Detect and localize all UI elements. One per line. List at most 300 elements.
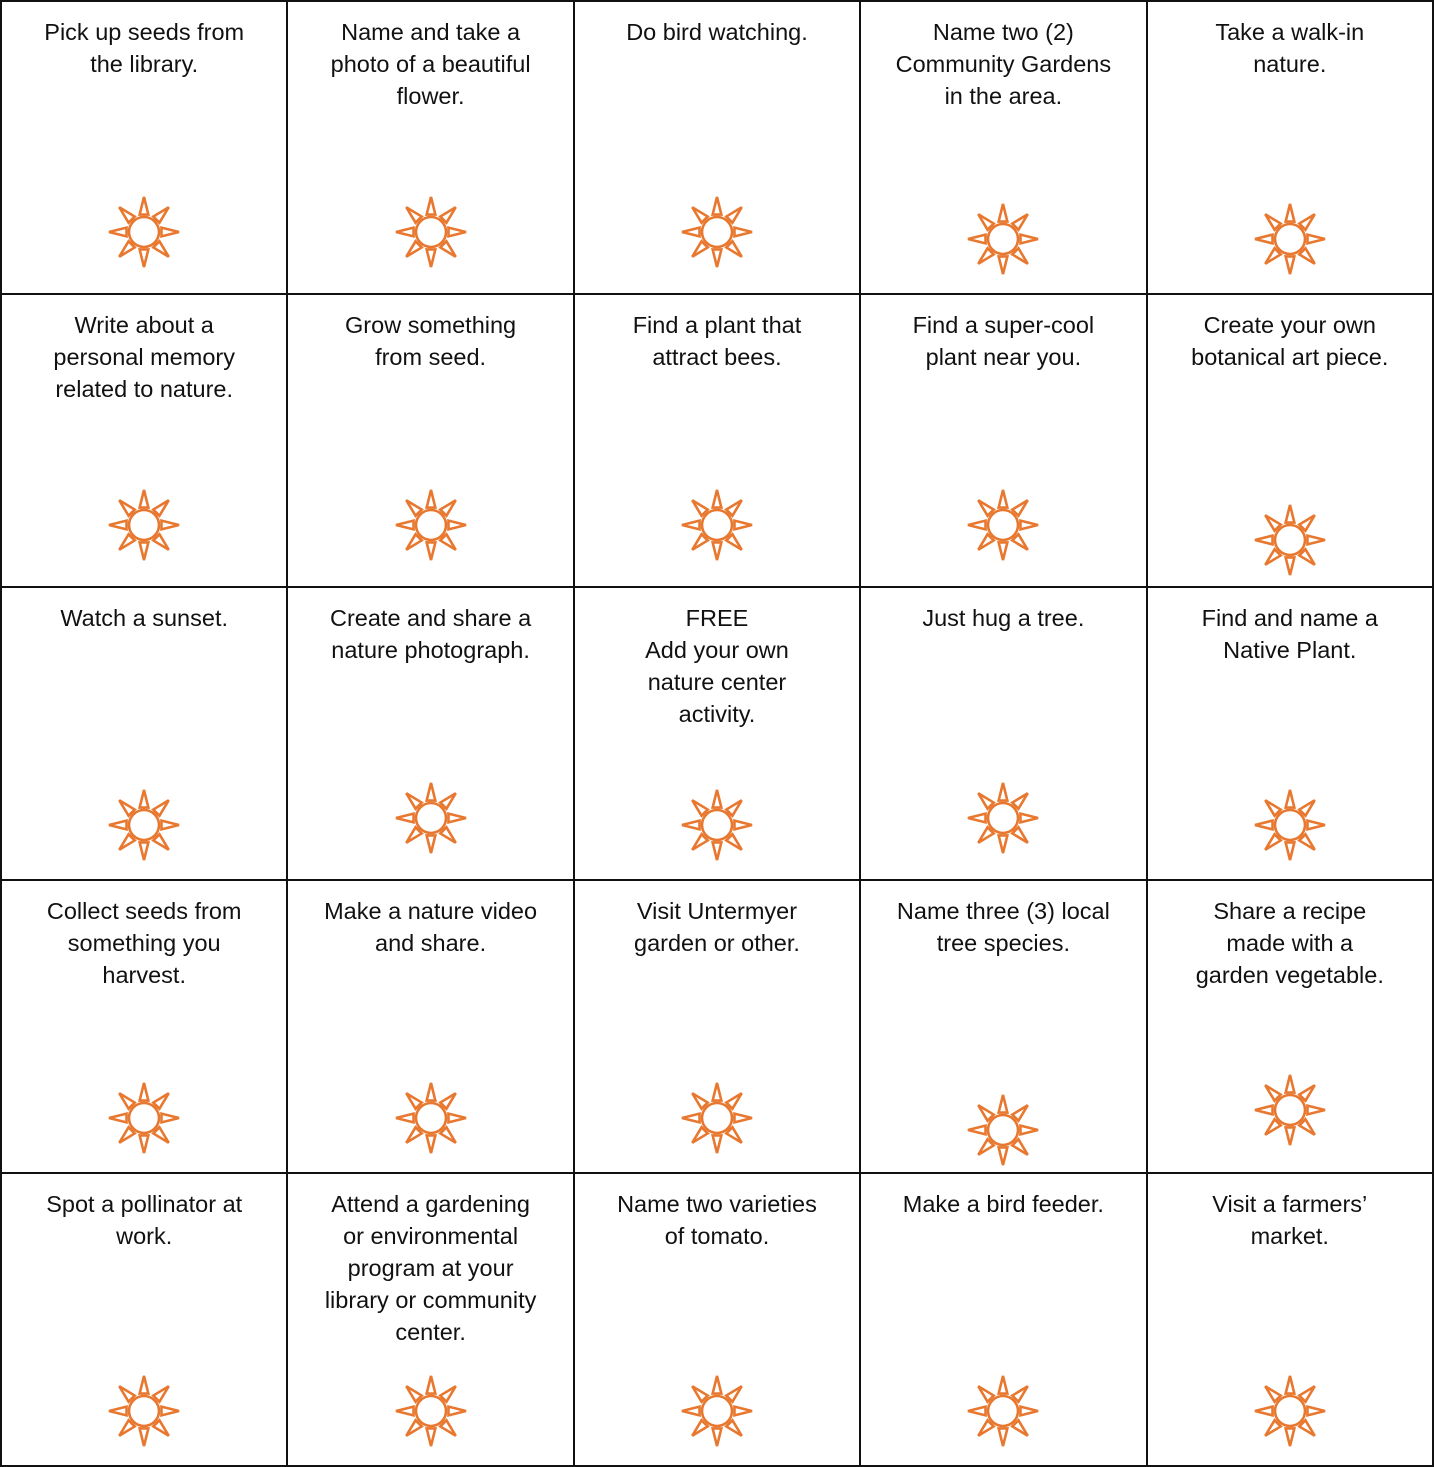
sun-ray [1265, 1420, 1280, 1435]
sun-ray [140, 842, 149, 860]
sun-icon [394, 1374, 468, 1448]
sun-ray [109, 1114, 127, 1123]
bingo-square[interactable] [1147, 1173, 1433, 1466]
sun-ray [119, 241, 134, 256]
sun-ray [1021, 1126, 1039, 1135]
bingo-square[interactable] [860, 294, 1146, 587]
bingo-square[interactable] [860, 587, 1146, 880]
sun-ray [1285, 1428, 1294, 1446]
activity-label: Visit a farmers’ market. [1212, 1191, 1368, 1249]
bingo-square-content [1148, 881, 1432, 1172]
sun-ray [153, 834, 168, 849]
sun-ray [979, 248, 994, 263]
sun-icon [1253, 788, 1327, 862]
sun-ray [406, 827, 421, 842]
sun-ray [713, 1376, 722, 1394]
sun-icon [1253, 1073, 1327, 1147]
bingo-square-content [288, 881, 572, 1172]
sun-ray [153, 241, 168, 256]
sun-ray [1255, 1407, 1273, 1416]
sun-ray [1255, 536, 1273, 545]
sun-icon [1253, 503, 1327, 577]
sun-ray [1265, 1119, 1280, 1134]
sun-ray [1299, 214, 1314, 229]
sun-ray [119, 534, 134, 549]
sun-ray [1307, 1106, 1325, 1115]
bingo-square[interactable] [287, 587, 573, 880]
sun-ray [1285, 1075, 1294, 1093]
sun-ray [734, 1407, 752, 1416]
sun-ray [682, 821, 700, 830]
sun-ray [734, 821, 752, 830]
sun-icon [966, 781, 1040, 855]
activity-label: Find a plant that attract bees. [632, 312, 802, 370]
sun-ray [406, 534, 421, 549]
bingo-square[interactable] [574, 294, 860, 587]
bingo-square-content [1148, 588, 1432, 879]
sun-ray [1013, 1105, 1028, 1120]
bingo-square-content [575, 2, 859, 293]
sun-ray [426, 783, 435, 801]
bingo-square[interactable] [287, 880, 573, 1173]
sun-ray [713, 842, 722, 860]
bingo-square-content [288, 295, 572, 586]
sun-ray [979, 500, 994, 515]
sun-icon [966, 1374, 1040, 1448]
sun-ray [979, 214, 994, 229]
sun-ray [396, 1114, 414, 1123]
sun-ray [692, 834, 707, 849]
sun-ray [396, 228, 414, 237]
sun-ray [448, 228, 466, 237]
sun-ray [713, 1428, 722, 1446]
sun-ray [153, 1386, 168, 1401]
activity-label: Create your own botanical art piece. [1191, 312, 1389, 370]
sun-icon [1253, 1374, 1327, 1448]
bingo-row [1, 1173, 1433, 1466]
bingo-square[interactable] [1, 1173, 287, 1466]
sun-ray [1285, 1376, 1294, 1394]
bingo-square[interactable] [574, 1173, 860, 1466]
sun-ray [426, 1083, 435, 1101]
bingo-square-content [288, 588, 572, 879]
sun-ray [1299, 1119, 1314, 1134]
sun-icon [394, 488, 468, 562]
sun-ray [1013, 214, 1028, 229]
sun-ray [979, 534, 994, 549]
sun-ray [406, 207, 421, 222]
bingo-square-content [2, 1174, 286, 1465]
sun-ray [440, 241, 455, 256]
sun-ray [692, 1093, 707, 1108]
sun-ray [1299, 248, 1314, 263]
bingo-square[interactable] [574, 587, 860, 880]
sun-ray [140, 542, 149, 560]
activity-label: Watch a sunset. [60, 605, 228, 631]
sun-ray [1285, 1127, 1294, 1145]
sun-ray [1265, 834, 1280, 849]
sun-ray [979, 1105, 994, 1120]
sun-ray [140, 490, 149, 508]
bingo-square-content [575, 588, 859, 879]
bingo-square-content [288, 1174, 572, 1465]
bingo-square-content [288, 2, 572, 293]
sun-ray [119, 1127, 134, 1142]
sun-ray [1299, 515, 1314, 530]
sun-ray [713, 542, 722, 560]
sun-ray [692, 1420, 707, 1435]
sun-ray [162, 1114, 180, 1123]
sun-ray [1021, 235, 1039, 244]
sun-ray [726, 1093, 741, 1108]
bingo-square[interactable] [1147, 587, 1433, 880]
sun-icon [680, 788, 754, 862]
sun-ray [1021, 521, 1039, 530]
sun-ray [1013, 1420, 1028, 1435]
sun-ray [692, 534, 707, 549]
sun-ray [426, 490, 435, 508]
sun-ray [406, 500, 421, 515]
sun-ray [426, 249, 435, 267]
sun-ray [140, 1083, 149, 1101]
sun-ray [1307, 1407, 1325, 1416]
bingo-row [1, 1, 1433, 294]
sun-ray [1299, 834, 1314, 849]
sun-ray [1299, 549, 1314, 564]
sun-ray [448, 1114, 466, 1123]
activity-label: Share a recipe made with a garden vegetable. [1195, 898, 1384, 988]
sun-ray [153, 1093, 168, 1108]
sun-ray [999, 490, 1008, 508]
sun-ray [426, 542, 435, 560]
sun-ray [153, 1420, 168, 1435]
activity-label: Make a bird feeder. [902, 1191, 1104, 1217]
sun-ray [426, 1376, 435, 1394]
sun-ray [968, 1407, 986, 1416]
bingo-board-body [1, 1, 1433, 1466]
sun-ray [1013, 1139, 1028, 1154]
sun-ray [162, 1407, 180, 1416]
sun-ray [682, 228, 700, 237]
bingo-square[interactable] [1147, 880, 1433, 1173]
sun-icon [966, 202, 1040, 276]
bingo-square-content [2, 2, 286, 293]
sun-ray [713, 790, 722, 808]
sun-ray [734, 228, 752, 237]
sun-ray [726, 534, 741, 549]
sun-ray [153, 800, 168, 815]
sun-icon [394, 781, 468, 855]
sun-ray [979, 1420, 994, 1435]
sun-ray [682, 1114, 700, 1123]
sun-ray [726, 800, 741, 815]
sun-ray [109, 821, 127, 830]
activity-label: Spot a pollinator at work. [46, 1191, 243, 1249]
sun-ray [726, 207, 741, 222]
bingo-square-content [2, 881, 286, 1172]
bingo-square[interactable] [1147, 1, 1433, 294]
sun-ray [140, 790, 149, 808]
bingo-square-content [861, 1174, 1145, 1465]
sun-ray [1255, 821, 1273, 830]
sun-ray [682, 521, 700, 530]
sun-ray [1285, 842, 1294, 860]
sun-ray [440, 793, 455, 808]
sun-ray [1013, 827, 1028, 842]
sun-ray [726, 500, 741, 515]
activity-label: Name two (2) Community Gardens in the area. [895, 19, 1112, 109]
activity-label: FREE Add your own nature center activity. [645, 605, 789, 727]
sun-ray [140, 1428, 149, 1446]
bingo-square-content [861, 2, 1145, 293]
sun-ray [1307, 235, 1325, 244]
sun-ray [119, 207, 134, 222]
sun-ray [440, 1127, 455, 1142]
sun-ray [1013, 248, 1028, 263]
sun-ray [968, 814, 986, 823]
sun-ray [1299, 1085, 1314, 1100]
sun-ray [979, 827, 994, 842]
sun-ray [1265, 515, 1280, 530]
bingo-row [1, 294, 1433, 587]
sun-icon [107, 788, 181, 862]
sun-ray [1285, 790, 1294, 808]
activity-label: Attend a gardening or environmental program at your library or community center. [324, 1191, 537, 1345]
sun-icon [966, 1093, 1040, 1167]
sun-ray [692, 1386, 707, 1401]
sun-icon [107, 195, 181, 269]
sun-ray [692, 241, 707, 256]
sun-ray [726, 1386, 741, 1401]
activity-label: Name two varieties of tomato. [617, 1191, 817, 1249]
bingo-square[interactable] [860, 1173, 1146, 1466]
sun-ray [999, 1147, 1008, 1165]
sun-ray [713, 490, 722, 508]
bingo-square-content [2, 588, 286, 879]
sun-ray [162, 521, 180, 530]
sun-ray [1265, 1386, 1280, 1401]
sun-ray [109, 1407, 127, 1416]
sun-ray [1299, 1420, 1314, 1435]
sun-icon [394, 195, 468, 269]
sun-ray [1265, 800, 1280, 815]
bingo-square-content [2, 295, 286, 586]
sun-ray [999, 256, 1008, 274]
sun-ray [440, 1420, 455, 1435]
sun-ray [999, 1428, 1008, 1446]
sun-icon [680, 488, 754, 562]
sun-icon [107, 1374, 181, 1448]
sun-ray [440, 207, 455, 222]
sun-ray [1285, 204, 1294, 222]
sun-ray [1307, 821, 1325, 830]
bingo-square-content [575, 1174, 859, 1465]
bingo-row [1, 880, 1433, 1173]
bingo-square-content [861, 881, 1145, 1172]
sun-icon [680, 1374, 754, 1448]
sun-ray [999, 542, 1008, 560]
bingo-square[interactable] [287, 1173, 573, 1466]
sun-ray [440, 534, 455, 549]
bingo-row [1, 587, 1433, 880]
sun-ray [140, 197, 149, 215]
bingo-square[interactable] [860, 1, 1146, 294]
sun-ray [1299, 1386, 1314, 1401]
sun-ray [440, 827, 455, 842]
sun-ray [406, 1093, 421, 1108]
sun-ray [119, 1093, 134, 1108]
activity-label: Name and take a photo of a beautiful flower. [330, 19, 531, 109]
sun-ray [726, 1127, 741, 1142]
bingo-square-content [575, 295, 859, 586]
sun-ray [979, 793, 994, 808]
activity-label: Visit Untermyer garden or other. [634, 898, 800, 956]
sun-ray [1307, 536, 1325, 545]
bingo-square-content [575, 881, 859, 1172]
sun-ray [119, 500, 134, 515]
bingo-square[interactable] [860, 880, 1146, 1173]
sun-ray [406, 1127, 421, 1142]
sun-ray [1265, 1085, 1280, 1100]
sun-icon [107, 488, 181, 562]
sun-ray [1021, 814, 1039, 823]
sun-ray [440, 1093, 455, 1108]
sun-ray [119, 800, 134, 815]
bingo-square[interactable] [1, 294, 287, 587]
sun-ray [1013, 534, 1028, 549]
sun-ray [396, 814, 414, 823]
sun-ray [979, 1386, 994, 1401]
sun-ray [396, 1407, 414, 1416]
sun-ray [713, 1083, 722, 1101]
activity-label: Name three (3) local tree species. [896, 898, 1110, 956]
bingo-square[interactable] [1, 1, 287, 294]
sun-ray [999, 1376, 1008, 1394]
sun-ray [426, 197, 435, 215]
sun-icon [966, 488, 1040, 562]
activity-label: Do bird watching. [626, 19, 808, 45]
sun-ray [692, 500, 707, 515]
sun-ray [1255, 235, 1273, 244]
activity-label: Write about a personal memory related to nature. [53, 312, 235, 402]
sun-ray [1021, 1407, 1039, 1416]
sun-icon [1253, 202, 1327, 276]
sun-icon [680, 195, 754, 269]
sun-icon [107, 1081, 181, 1155]
sun-ray [1265, 214, 1280, 229]
sun-ray [1265, 549, 1280, 564]
sun-ray [692, 800, 707, 815]
sun-ray [440, 500, 455, 515]
activity-label: Grow something from seed. [345, 312, 517, 370]
sun-ray [140, 1376, 149, 1394]
sun-ray [109, 521, 127, 530]
sun-ray [713, 1135, 722, 1153]
sun-ray [406, 241, 421, 256]
activity-label: Make a nature video and share. [324, 898, 538, 956]
sun-ray [406, 793, 421, 808]
sun-ray [448, 521, 466, 530]
sun-ray [140, 249, 149, 267]
sun-icon [394, 1081, 468, 1155]
bingo-square[interactable] [287, 1, 573, 294]
sun-ray [1299, 800, 1314, 815]
sun-ray [162, 821, 180, 830]
sun-ray [406, 1420, 421, 1435]
sun-ray [396, 521, 414, 530]
bingo-square[interactable] [574, 880, 860, 1173]
sun-ray [692, 207, 707, 222]
activity-label: Just hug a tree. [922, 605, 1085, 631]
sun-ray [968, 235, 986, 244]
sun-ray [999, 835, 1008, 853]
sun-ray [1265, 248, 1280, 263]
sun-ray [968, 521, 986, 530]
activity-label: Create and share a nature photograph. [329, 605, 532, 663]
sun-ray [153, 534, 168, 549]
sun-ray [999, 1095, 1008, 1113]
sun-ray [109, 228, 127, 237]
sun-ray [713, 197, 722, 215]
bingo-square-content [1148, 295, 1432, 586]
sun-ray [726, 834, 741, 849]
sun-ray [726, 241, 741, 256]
bingo-square[interactable] [1, 587, 287, 880]
sun-ray [153, 207, 168, 222]
sun-ray [1285, 256, 1294, 274]
bingo-square-content [1148, 1174, 1432, 1465]
activity-label: Find and name a Native Plant. [1201, 605, 1378, 663]
sun-ray [406, 1386, 421, 1401]
sun-ray [153, 1127, 168, 1142]
bingo-square[interactable] [287, 294, 573, 587]
sun-ray [426, 835, 435, 853]
sun-icon [680, 1081, 754, 1155]
sun-ray [440, 1386, 455, 1401]
bingo-square-content [861, 295, 1145, 586]
bingo-square[interactable] [574, 1, 860, 294]
sun-ray [713, 249, 722, 267]
sun-ray [426, 1135, 435, 1153]
sun-ray [426, 1428, 435, 1446]
sun-ray [999, 204, 1008, 222]
sun-ray [979, 1139, 994, 1154]
bingo-square[interactable] [1147, 294, 1433, 587]
sun-ray [692, 1127, 707, 1142]
sun-ray [1285, 505, 1294, 523]
sun-ray [140, 1135, 149, 1153]
activity-label: Pick up seeds from the library. [44, 19, 245, 77]
sun-ray [448, 814, 466, 823]
activity-label: Take a walk-in nature. [1215, 19, 1365, 77]
sun-ray [726, 1420, 741, 1435]
sun-ray [119, 1420, 134, 1435]
activity-label: Find a super-cool plant near you. [912, 312, 1095, 370]
sun-ray [1013, 793, 1028, 808]
sun-ray [734, 521, 752, 530]
sun-ray [682, 1407, 700, 1416]
sun-ray [1255, 1106, 1273, 1115]
sun-ray [968, 1126, 986, 1135]
sun-ray [734, 1114, 752, 1123]
sun-ray [999, 783, 1008, 801]
bingo-square[interactable] [1, 880, 287, 1173]
sun-ray [1285, 557, 1294, 575]
activity-label: Collect seeds from something you harvest. [46, 898, 242, 988]
sun-ray [153, 500, 168, 515]
sun-ray [1013, 1386, 1028, 1401]
bingo-square-content [861, 588, 1145, 879]
